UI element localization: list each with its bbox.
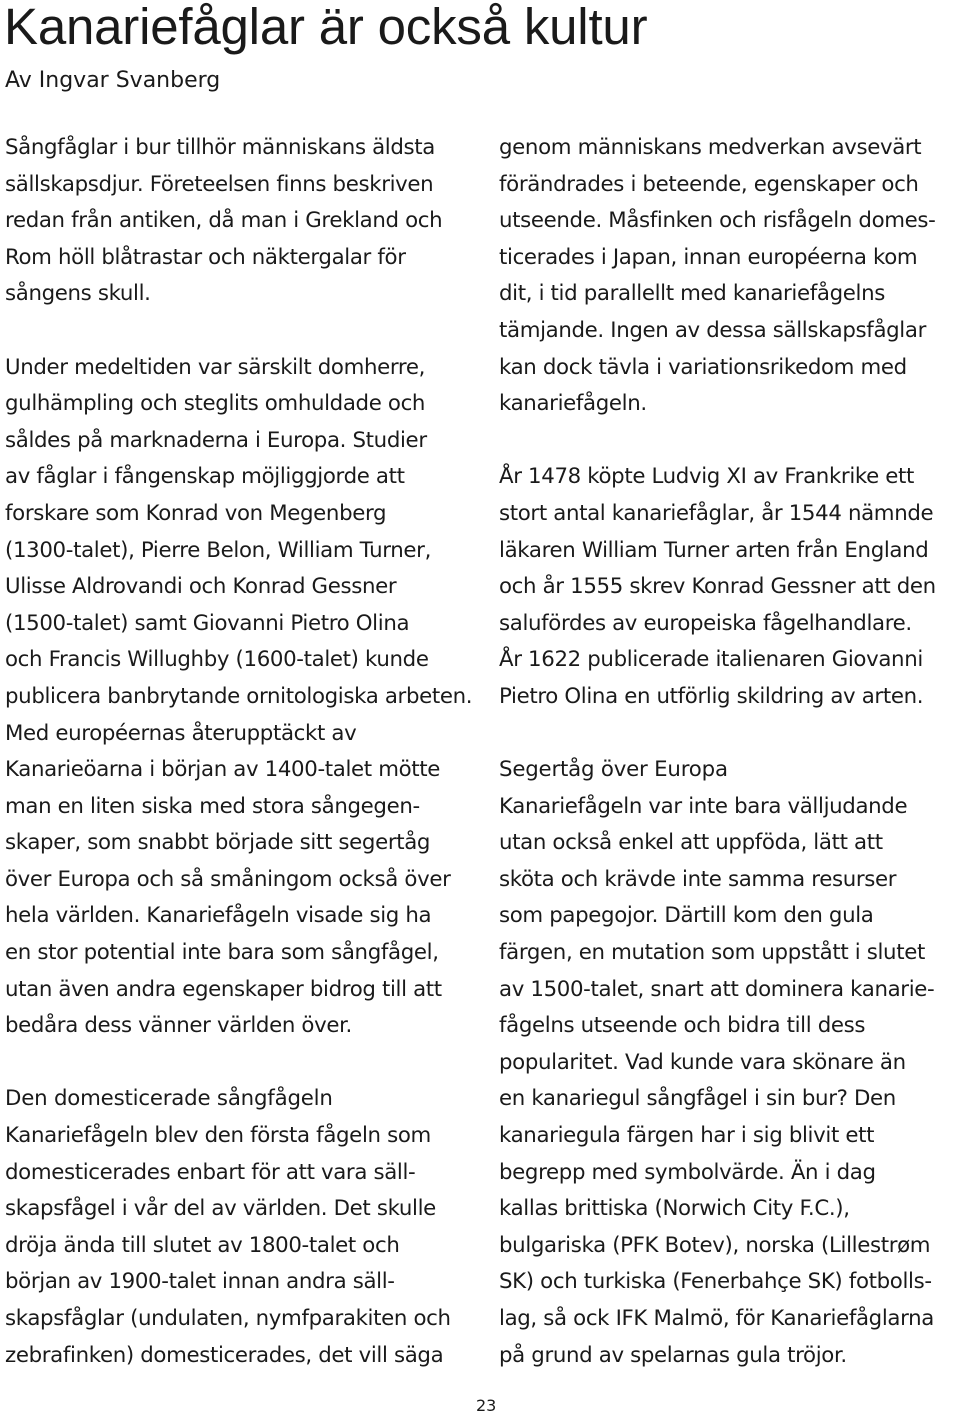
text-line: bulgariska (PFK Botev), norska (Lillestrøm <box>499 1232 931 1258</box>
text-line: hela världen. Kanariefågeln visade sig ha <box>5 903 432 929</box>
text-line: och år 1555 skrev Konrad Gessner att den <box>499 574 936 600</box>
text-line: sköta och krävde inte samma resurser <box>499 866 897 892</box>
text-line: ticerades i Japan, innan européerna kom <box>499 244 918 270</box>
text-line: fågelns utseende och bidra till dess <box>499 1013 866 1039</box>
text-line: År 1622 publicerade italienaren Giovanni <box>499 647 923 673</box>
text-line: Kanariefågeln blev den första fågeln som <box>5 1123 431 1149</box>
text-line: dit, i tid parallellt med kanariefågelns <box>499 281 885 307</box>
page-number: 23 <box>476 1396 497 1415</box>
text-line: Kanarieöarna i början av 1400-talet mötte <box>5 757 441 783</box>
text-line: kanariefågeln. <box>499 391 647 417</box>
text-line: gulhämpling och steglits omhuldade och <box>5 391 426 417</box>
text-line: sångens skull. <box>5 281 151 307</box>
text-line: förändrades i beteende, egenskaper och <box>499 171 919 197</box>
text-line: Pietro Olina en utförlig skildring av arten. <box>499 683 924 709</box>
text-line: begrepp med symbolvärde. Än i dag <box>499 1159 876 1185</box>
text-line: stort antal kanariefåglar, år 1544 nämnde <box>499 500 934 526</box>
text-line: År 1478 köpte Ludvig XI av Frankrike ett <box>499 464 915 490</box>
left-column <box>5 130 471 1374</box>
text-line: Sångfåglar i bur tillhör människans äldsta <box>5 135 435 160</box>
text-line: dröja ända till slutet av 1800-talet och <box>5 1232 400 1258</box>
text-line: domesticerades enbart för att vara säll- <box>5 1159 416 1185</box>
right-column <box>499 130 955 1374</box>
article-title: Kanariefåglar är också kultur <box>4 0 648 55</box>
paragraph-domesticated <box>5 1118 471 1374</box>
text-line: Under medeltiden var särskilt domherre, <box>5 354 426 380</box>
text-line: zebrafinken) domesticerades, det vill säga <box>5 1342 444 1368</box>
text-line: forskare som Konrad von Megenberg <box>5 500 387 526</box>
text-line: Ulisse Aldrovandi och Konrad Gessner <box>5 574 397 600</box>
text-line: på grund av spelarnas gula tröjor. <box>499 1342 847 1368</box>
text-line: publicera banbrytande ornitologiska arbeten. <box>5 683 473 709</box>
text-line: lag, så ock IFK Malmö, för Kanariefåglarna <box>499 1306 934 1331</box>
text-line: Kanariefågeln var inte bara välljudande <box>499 793 908 819</box>
text-line: utan även andra egenskaper bidrog till att <box>5 976 442 1002</box>
text-line: tämjande. Ingen av dessa sällskapsfåglar <box>499 317 926 343</box>
paragraph-gap <box>5 313 471 350</box>
text-line: över Europa och så småningom också över <box>5 866 451 892</box>
text-line: färgen, en mutation som uppstått i slutet <box>499 940 925 966</box>
text-line: utan också enkel att uppföda, lätt att <box>499 830 883 856</box>
text-line: början av 1900-talet innan andra säll- <box>5 1269 395 1295</box>
text-line: popularitet. Vad kunde vara skönare än <box>499 1049 906 1075</box>
paragraph-medieval <box>5 350 471 1045</box>
text-line: redan från antiken, då man i Grekland och <box>5 208 443 234</box>
text-line: skapsfågel i vår del av världen. Det skulle <box>5 1196 436 1222</box>
text-line: läkaren William Turner arten från England <box>499 537 929 563</box>
text-line: (1500-talet) samt Giovanni Pietro Olina <box>5 610 410 636</box>
text-line: såldes på marknaderna i Europa. Studier <box>5 427 427 453</box>
paragraph-intro <box>5 130 471 313</box>
text-line: bedåra dess vänner världen över. <box>5 1013 352 1039</box>
text-line: kanariegula färgen har i sig blivit ett <box>499 1123 875 1149</box>
text-line: (1300-talet), Pierre Belon, William Turner, <box>5 537 431 563</box>
section-heading: Segertåg över Europa <box>499 757 728 783</box>
text-line: av fåglar i fångenskap möjliggjorde att <box>5 464 405 490</box>
paragraph-continuation <box>499 130 955 423</box>
text-line: en stor potential inte bara som sångfågel, <box>5 940 439 966</box>
text-line: som papegojor. Därtill kom den gula <box>499 903 874 929</box>
text-line: salufördes av europeiska fågelhandlare. <box>499 610 912 636</box>
text-line: Rom höll blåtrastar och näktergalar för <box>5 244 406 270</box>
text-line: Med européernas återupptäckt av <box>5 720 357 746</box>
paragraph-gap <box>5 1045 471 1082</box>
text-line: skapsfåglar (undulaten, nymfparakiten och <box>5 1306 451 1331</box>
section-heading: Den domesticerade sångfågeln <box>5 1086 333 1112</box>
paragraph-history <box>499 459 955 715</box>
paragraph-gap <box>499 423 955 460</box>
paragraph-gap <box>499 716 955 753</box>
text-line: genom människans medverkan avsevärt <box>499 135 922 160</box>
text-line: och Francis Willughby (1600-talet) kunde <box>5 647 429 673</box>
text-line: kallas brittiska (Norwich City F.C.), <box>499 1196 850 1222</box>
text-line: man en liten siska med stora sångegen- <box>5 793 420 819</box>
text-line: kan dock tävla i variationsrikedom med <box>499 354 907 380</box>
text-line: utseende. Måsfinken och risfågeln domes- <box>499 208 936 234</box>
text-line: sällskapsdjur. Företeelsen finns beskriven <box>5 171 434 197</box>
text-line: en kanariegul sångfågel i sin bur? Den <box>499 1086 896 1112</box>
text-line: skaper, som snabbt började sitt segertåg <box>5 830 431 856</box>
text-line: av 1500-talet, snart att dominera kanarie- <box>499 976 935 1002</box>
article-byline: Av Ingvar Svanberg <box>5 68 221 93</box>
text-line: SK) och turkiska (Fenerbahçe SK) fotbolls- <box>499 1269 932 1295</box>
paragraph-triumph <box>499 789 955 1375</box>
